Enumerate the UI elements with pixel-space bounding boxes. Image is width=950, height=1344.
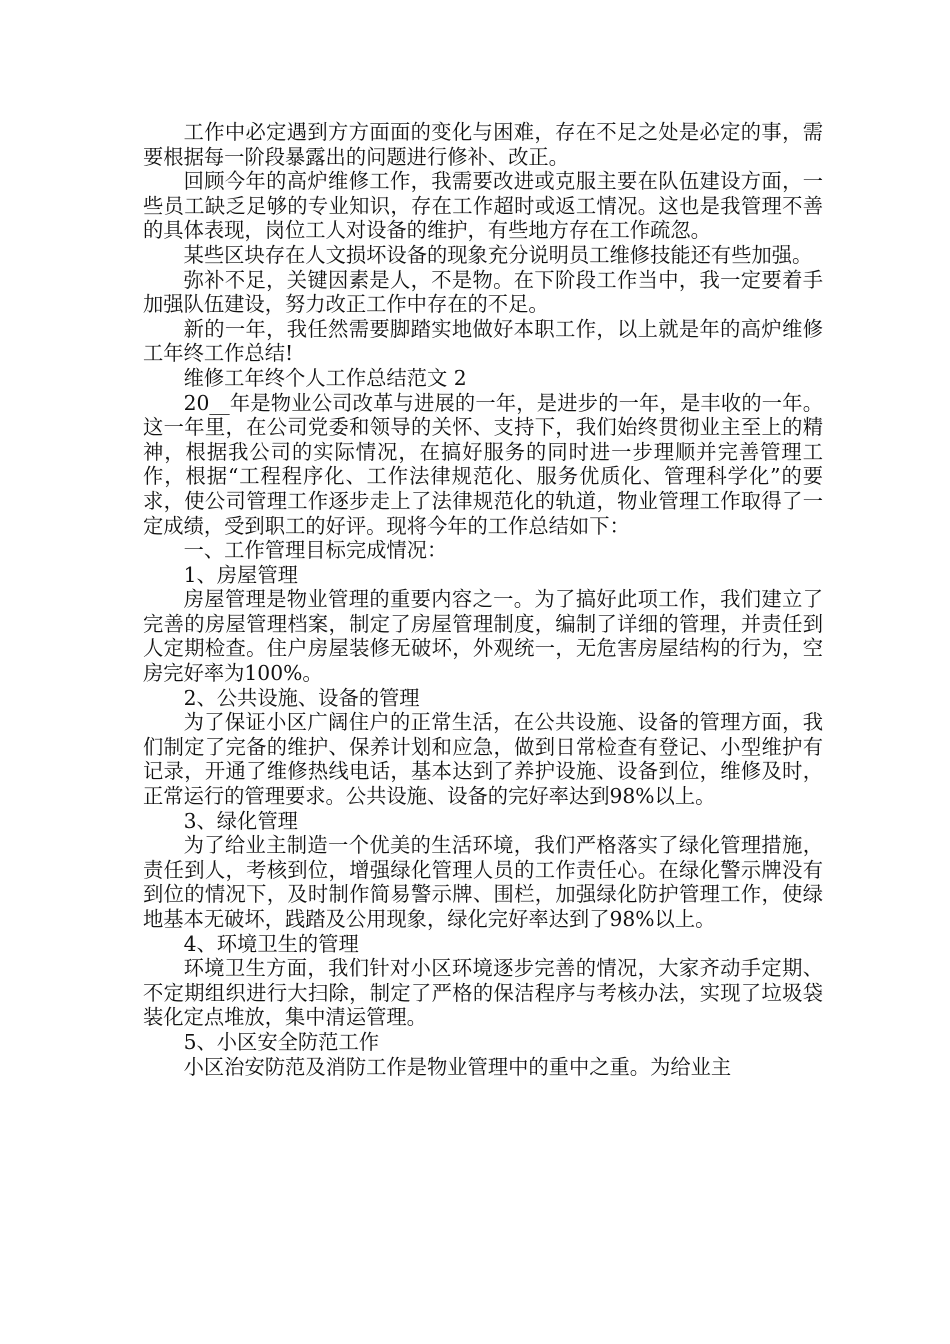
paragraph: 20__年是物业公司改革与进展的一年，是进步的一年，是丰收的一年。这一年里，在公司党委和领导的关怀、支持下，我们始终贯彻业主至上的精神，根据我公司的实际情况，在搞好服务的同时进一步理顺并完善管理工作，根据“工程程序化、工作法律规范化、服务优质化、管理科学化”的要求，使公司管理工作逐步走上了法律规范化的轨道，物业管理工作取得了一定成绩，受到职工的好评。现将今年的工作总结如下： [143,390,823,538]
section-heading: 一、工作管理目标完成情况： [183,538,448,563]
subsection-heading: 3、绿化管理 [183,808,298,833]
paragraph: 回顾今年的高炉维修工作，我需要改进或克服主要在队伍建设方面，一些员工缺乏足够的专业知识，存在工作超时或返工情况。这也是我管理不善的具体表现，岗位工人对设备的维护，有些地方存在工作疏忽。 [143,169,823,243]
subsection-heading: 2、公共设施、设备的管理 [183,685,420,710]
section-title: 维修工年终个人工作总结范文 2 [183,365,467,390]
paragraph: 为了保证小区广阔住户的正常生活，在公共设施、设备的管理方面，我们制定了完备的维护、保养计划和应急，做到日常检查有登记、小型维护有记录，开通了维修热线电话，基本达到了养护设施、设备到位，维修及时，正常运行的管理要求。公共设施、设备的完好率达到98%以上。 [143,710,823,809]
subsection-heading: 4、环境卫生的管理 [183,931,359,956]
paragraph: 小区治安防范及消防工作是物业管理中的重中之重。为给业主 [183,1054,732,1079]
paragraph: 新的一年，我任然需要脚踏实地做好本职工作，以上就是年的高炉维修工年终工作总结! [143,316,823,366]
paragraph: 某些区块存在人文损坏设备的现象充分说明员工维修技能还有些加强。 [183,242,813,267]
paragraph: 环境卫生方面，我们针对小区环境逐步完善的情况，大家齐动手定期、不定期组织进行大扫除，制定了严格的保洁程序与考核办法，实现了垃圾袋装化定点堆放，集中清运管理。 [143,956,823,1030]
subsection-heading: 1、房屋管理 [183,562,298,587]
document-body [143,120,823,1079]
subsection-heading: 5、小区安全防范工作 [183,1029,380,1054]
paragraph: 工作中必定遇到方方面面的变化与困难，存在不足之处是必定的事，需要根据每一阶段暴露出的问题进行修补、改正。 [143,120,823,169]
paragraph: 为了给业主制造一个优美的生活环境，我们严格落实了绿化管理措施，责任到人，考核到位，增强绿化管理人员的工作责任心。在绿化警示牌没有到位的情况下，及时制作简易警示牌、围栏，加强绿化防护管理工作，使绿地基本无破坏，践踏及公用现象，绿化完好率达到了98%以上。 [143,833,823,931]
paragraph: 弥补不足，关键因素是人，不是物。在下阶段工作当中，我一定要着手加强队伍建设，努力改正工作中存在的不足。 [143,267,823,317]
paragraph: 房屋管理是物业管理的重要内容之一。为了搞好此项工作，我们建立了完善的房屋管理档案，制定了房屋管理制度，编制了详细的管理，并责任到人定期检查。住户房屋装修无破坏，外观统一，无危害房屋结构的行为，空房完好率为100%。 [143,587,823,686]
